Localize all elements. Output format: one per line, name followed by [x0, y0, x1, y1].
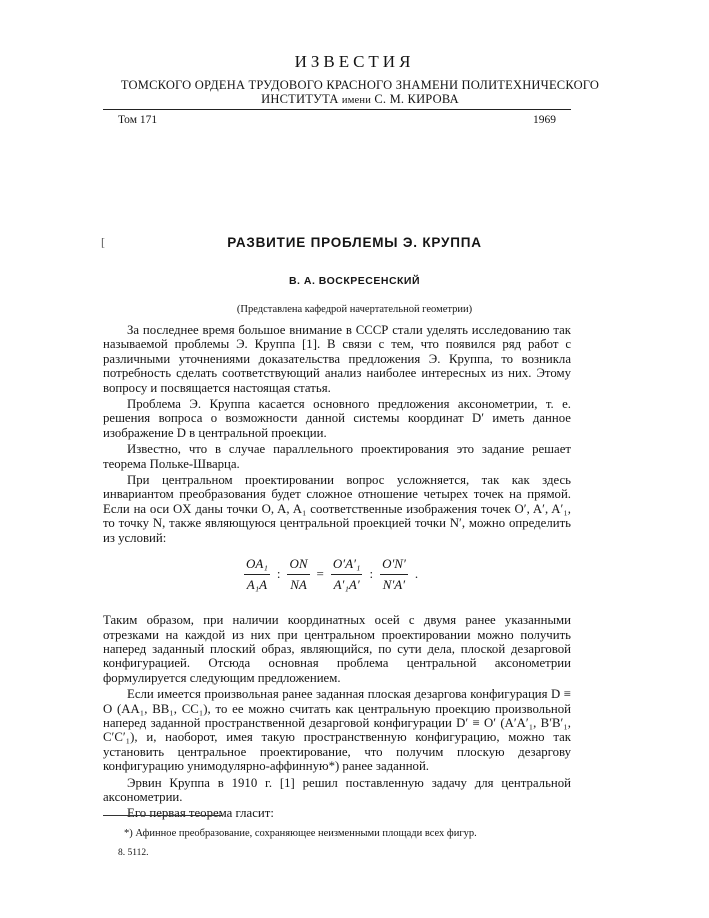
operator-divide-1: :: [276, 566, 281, 582]
paragraph-7: Эрвин Круппа в 1910 г. [1] решил поставленную задачу для центральной аксонометрии.: [103, 775, 571, 804]
article-title: РАЗВИТИЕ ПРОБЛЕМЫ Э. КРУППА: [227, 235, 482, 250]
paragraph-4: При центральном проектировании вопрос усложняется, так как здесь инвариантом преобразования будет сложное отношение четырех точек на прямой. Если на оси OX даны точки O, A, A₁ соответственные изображения точек O′, A′, A′₁, то точку N, также являющуюся центральной проекцией точки N′, можно определить из условий:: [103, 473, 571, 545]
fraction-2-denominator: NA: [290, 576, 307, 592]
volume-number: Том 171: [118, 114, 158, 126]
presented-by-note: (Представлена кафедрой начертательной геометрии): [236, 304, 473, 315]
paragraph-8: Его первая теорема гласит:: [127, 806, 274, 821]
print-mark: 8. 5112.: [118, 848, 149, 858]
operator-divide-2: :: [369, 566, 374, 582]
fraction-3-denominator: A′₁A′: [333, 576, 360, 592]
fraction-4-denominator: N′A′: [382, 576, 406, 592]
publication-year: 1969: [533, 114, 556, 126]
article-author: В. А. ВОСКРЕСЕНСКИЙ: [288, 275, 421, 287]
fraction-1-numerator: OA₁: [244, 557, 270, 574]
margin-mark: [: [101, 235, 105, 249]
fraction-1: [244, 557, 270, 592]
operator-equals: =: [316, 566, 324, 582]
footnote: *) Афинное преобразование, сохраняющее неизменными площади всех фигур.: [124, 828, 477, 839]
fraction-1-denominator: A₁A: [246, 576, 268, 592]
paragraph-2: Проблема Э. Круппа касается основного предложения аксонометрии, т. е. решения вопроса о возможности данной системы координат D′ иметь данное изображение D в центральной проекции.: [103, 397, 571, 440]
paragraph-6: Если имеется произвольная ранее заданная плоская дезаргова конфигурация D ≡ O (AA₁, BB₁, CC₁), то ее можно считать как центральную проекцию произвольной наперед заданной пространственной дезарговой конфигурации D′ ≡ O′ (A′A′₁, B′B′₁, C′C′₁), и, наоборот, имея такую пространственную конфигурацию, можно так установить центральное проектирование, что получим плоскую дезаргову конфигурацию унимодулярно-аффинную*) ранее заданной.: [103, 687, 571, 774]
paragraph-3: Известно, что в случае параллельного проектирования это задание решает теорема Польке-Шварца.: [103, 442, 571, 471]
fraction-4-numerator: O′N′: [380, 557, 408, 574]
header-rule: [103, 109, 571, 110]
cross-ratio-formula: [103, 551, 571, 609]
paragraph-1: За последнее время большое внимание в СССР стали уделять исследованию так называемой проблемы Э. Круппа [1]. В связи с тем, что появился ряд работ с различными уточнениями доказательства предложения Э. Круппа, то возникла потребность сделать соответствующий анализ наиболее интересных из них. Этому вопросу и посвящается настоящая статья.: [103, 323, 571, 395]
article-body: [103, 323, 571, 821]
fraction-3: [331, 557, 363, 592]
fraction-3-numerator: O′A′₁: [331, 557, 363, 574]
institute-word: ИНСТИТУТА: [261, 92, 339, 106]
fraction-2: [287, 557, 309, 592]
named-after-word: имени: [341, 95, 372, 106]
journal-subtitle-line2: [60, 92, 660, 107]
journal-subtitle-line1: ТОМСКОГО ОРДЕНА ТРУДОВОГО КРАСНОГО ЗНАМЕНИ ПОЛИТЕХНИЧЕСКОГО: [120, 78, 600, 92]
institute-name: С. М. КИРОВА: [374, 92, 459, 106]
journal-title: ИЗВЕСТИЯ: [294, 52, 415, 71]
paragraph-5: Таким образом, при наличии координатных осей с двумя ранее указанными отрезками на каждой из них при центральном проектировании можно получить наперед заданный плоский образ, являющийся, по сути дела, плоской дезарговой конфигурацией. Отсюда основная проблема центральной аксонометрии формулируется следующим предложением.: [103, 613, 571, 685]
formula-period: .: [414, 566, 419, 582]
fraction-4: [380, 557, 408, 592]
fraction-2-numerator: ON: [287, 557, 309, 574]
footnote-rule: [103, 815, 223, 816]
